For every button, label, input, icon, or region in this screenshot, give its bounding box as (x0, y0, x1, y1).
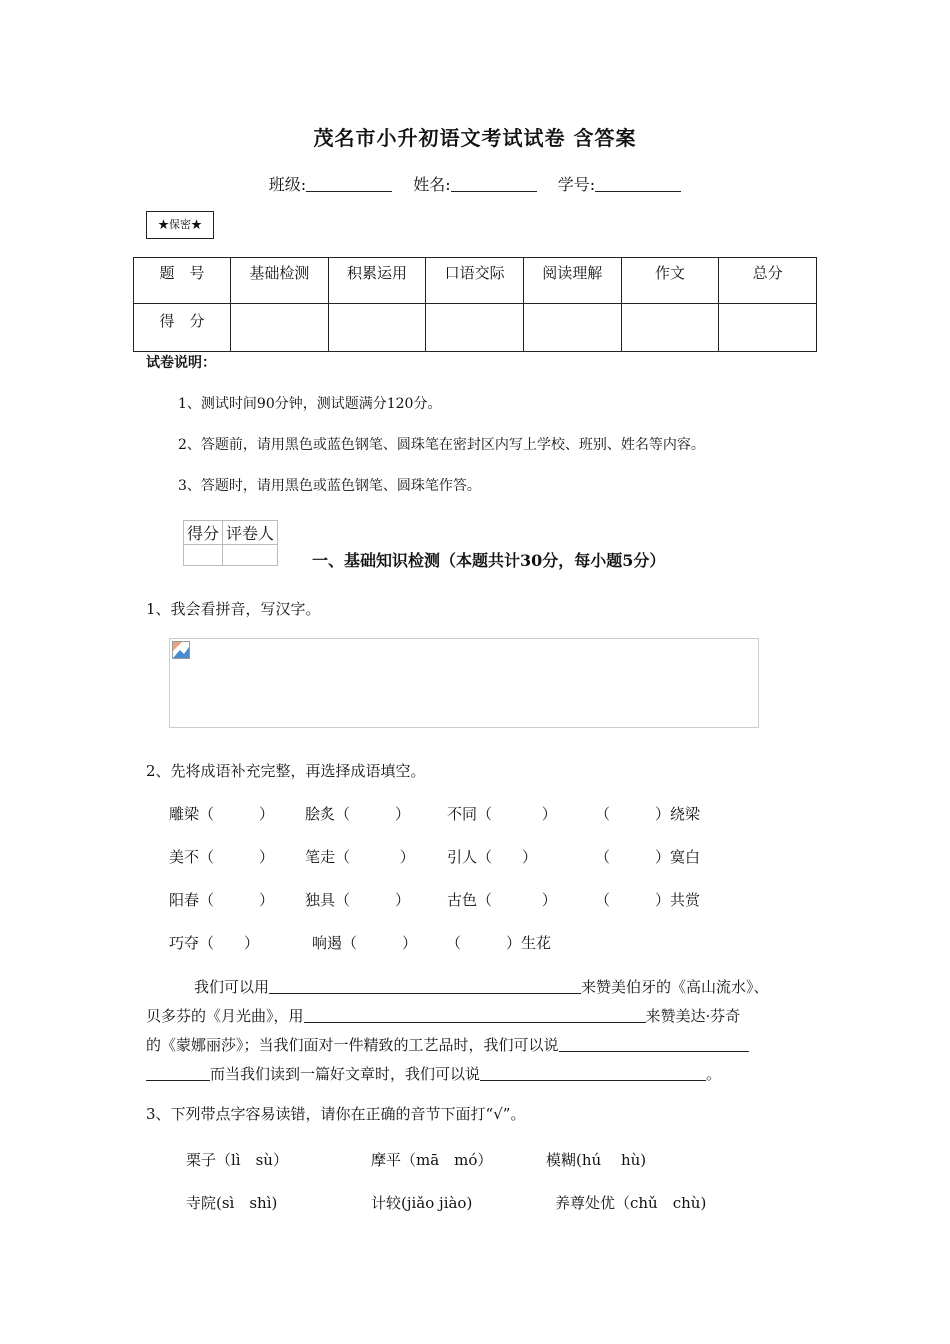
pinyin-choice[interactable]: 计较(jiǎo jiào) (371, 1194, 473, 1212)
paragraph-text: 而当我们读到一篇好文章时，我们可以说 (210, 1065, 481, 1083)
idiom-blank[interactable]: 响遏（ ） (312, 934, 418, 952)
fill-blank[interactable] (304, 1007, 646, 1023)
paragraph-text: 来赞美伯牙的《高山流水》、 (581, 978, 769, 996)
pinyin-choice[interactable]: 栗子（lì sù） (186, 1151, 288, 1169)
column-header: 基础检测 (231, 258, 329, 304)
note-item: 3、答题时，请用黑色或蓝色钢笔、圆珠笔作答。 (178, 478, 481, 494)
score-cell[interactable] (523, 304, 621, 352)
column-header: 积累运用 (328, 258, 426, 304)
idiom-blank[interactable]: 阳春（ ） (169, 891, 275, 909)
class-blank[interactable] (306, 175, 392, 192)
idiom-blank[interactable]: 巧夺（ ） (169, 934, 260, 952)
score-cell[interactable] (328, 304, 426, 352)
score-cell[interactable] (426, 304, 524, 352)
idiom-blank[interactable]: （ ）绕梁 (595, 805, 701, 823)
paragraph-line (146, 1005, 740, 1026)
column-header: 口语交际 (426, 258, 524, 304)
score-label: 得分 (184, 521, 223, 545)
idiom-blank[interactable]: （ ）生花 (446, 934, 552, 952)
class-label: 班级: (268, 175, 307, 194)
score-cell[interactable] (621, 304, 719, 352)
pinyin-choice[interactable]: 摩平（mā mó） (371, 1151, 493, 1169)
table-row (134, 304, 817, 352)
pinyin-image-frame (169, 638, 759, 728)
idiom-blank[interactable]: 古色（ ） (447, 891, 557, 909)
idiom-blank[interactable]: 脍炙（ ） (305, 805, 411, 823)
idiom-blank[interactable]: 独具（ ） (305, 891, 411, 909)
pinyin-choice[interactable]: 养尊处优（chǔ chù) (555, 1194, 707, 1212)
paragraph-line (146, 1063, 721, 1084)
question-2-prompt: 2、先将成语补充完整，再选择成语填空。 (146, 762, 426, 780)
paragraph-text: 。 (706, 1065, 722, 1083)
id-label: 学号: (557, 175, 596, 194)
idiom-blank[interactable]: （ ）寞白 (595, 848, 701, 866)
column-header: 作文 (621, 258, 719, 304)
idiom-blank[interactable]: 笔走（ ） (305, 848, 415, 866)
score-cell[interactable] (184, 545, 223, 566)
grader-label: 评卷人 (223, 521, 278, 545)
paragraph-text: 我们可以用 (194, 978, 270, 996)
score-cell[interactable] (231, 304, 329, 352)
page-title: 茂名市小升初语文考试试卷 含答案 (313, 126, 637, 150)
table-row (184, 545, 278, 566)
fill-blank[interactable] (269, 978, 581, 994)
row-header-score: 得 分 (134, 304, 231, 352)
name-label: 姓名: (413, 175, 451, 194)
idiom-blank[interactable]: 美不（ ） (169, 848, 275, 866)
pinyin-choice[interactable]: 模糊(hú hù) (546, 1151, 647, 1169)
grader-cell[interactable] (223, 545, 278, 566)
note-item: 1、测试时间90分钟，测试题满分120分。 (178, 396, 442, 412)
paragraph-text: 贝多芬的《月光曲》，用 (146, 1007, 304, 1025)
notes-heading: 试卷说明： (146, 355, 216, 371)
question-1-prompt: 1、我会看拼音，写汉字。 (146, 600, 321, 618)
broken-image-icon (172, 641, 190, 659)
paragraph-line (146, 1034, 749, 1055)
fill-blank[interactable] (480, 1065, 706, 1081)
idiom-blank[interactable]: 雕梁（ ） (169, 805, 275, 823)
id-blank[interactable] (595, 175, 681, 192)
idiom-blank[interactable]: 引人（ ） (447, 848, 538, 866)
table-row (134, 258, 817, 304)
note-item: 2、答题前，请用黑色或蓝色钢笔、圆珠笔在密封区内写上学校、班别、姓名等内容。 (178, 437, 705, 453)
table-row (184, 521, 278, 545)
question-3-prompt: 3、下列带点字容易读错，请你在正确的音节下面打“√”。 (146, 1105, 526, 1123)
paragraph-line (194, 976, 769, 997)
grader-table (183, 520, 278, 566)
confidential-badge: ★保密★ (146, 211, 214, 239)
pinyin-choice[interactable]: 寺院(sì shì) (186, 1194, 278, 1212)
name-blank[interactable] (451, 175, 537, 192)
paragraph-text: 的《蒙娜丽莎》；当我们面对一件精致的工艺品时，我们可以说 (146, 1036, 559, 1054)
column-header: 总分 (719, 258, 817, 304)
paragraph-text: 来赞美达·芬奇 (645, 1007, 741, 1025)
student-info-line (0, 172, 950, 195)
idiom-blank[interactable]: （ ）共赏 (595, 891, 701, 909)
column-header: 阅读理解 (523, 258, 621, 304)
score-cell[interactable] (719, 304, 817, 352)
section-title: 一、基础知识检测（本题共计30分，每小题5分） (312, 551, 666, 570)
idiom-blank[interactable]: 不同（ ） (447, 805, 557, 823)
fill-blank[interactable] (146, 1065, 210, 1081)
score-table (133, 257, 817, 352)
row-header-question: 题 号 (134, 258, 231, 304)
fill-blank[interactable] (559, 1036, 749, 1052)
